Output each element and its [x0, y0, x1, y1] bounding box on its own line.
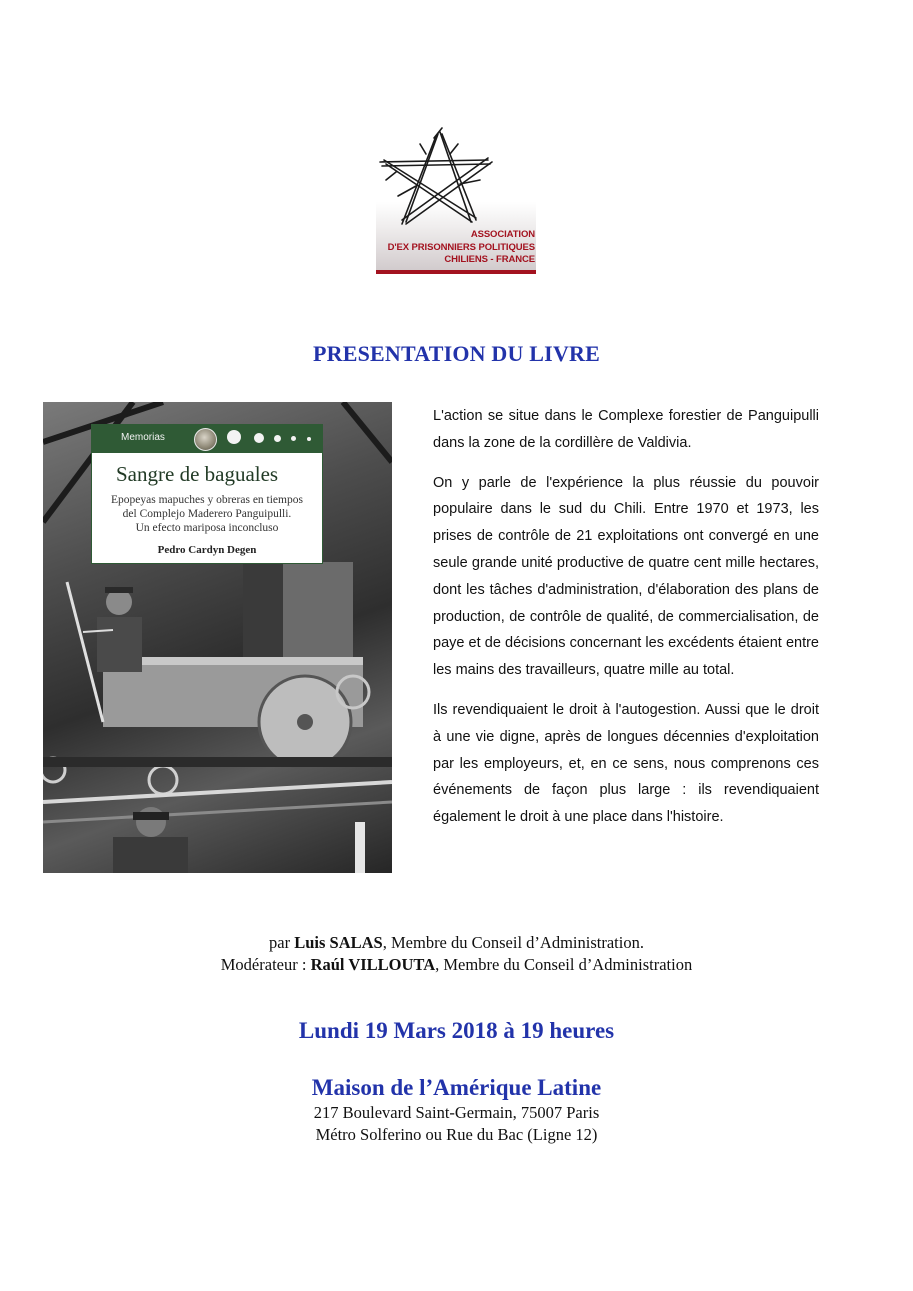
book-description	[433, 403, 819, 844]
moderator-line	[0, 954, 913, 976]
logo-line-2: D'EX PRISONNIERS POLITIQUES	[387, 241, 535, 253]
series-label: Memorias	[121, 432, 165, 443]
series-emblem-icon	[194, 428, 217, 451]
presenter-name: Luis SALAS	[294, 933, 383, 952]
logo-bottom-bar	[376, 270, 536, 274]
logo-line-3: CHILIENS - FRANCE	[444, 254, 535, 265]
paragraph: On y parle de l'expérience la plus réussie du pouvoir populaire dans le sud du Chili. Entre 1970 et 1973, les prises de contrôle de 21 exploitations ont convergé en une seule grande unité productive de quatre cent mille hectares, dont les tâches d'administration, d'élaboration des plans de production, de contrôle de qualité, de commercialisation, de paye et de décisions concernant les excédents étaient entre les mains des travailleurs, quatre mille au total.	[433, 474, 819, 679]
book-subtitle-line: Un efecto mariposa inconcluso	[135, 522, 279, 534]
presenter-prefix: par	[269, 933, 295, 952]
presenter-role: , Membre du Conseil d’Administration.	[382, 933, 644, 952]
venue-name: Maison de l’Amérique Latine	[311, 1075, 602, 1100]
page-title: PRESENTATION DU LIVRE	[313, 341, 600, 366]
dot-icon	[291, 436, 296, 441]
event-date: Lundi 19 Mars 2018 à 19 heures	[298, 1018, 615, 1043]
paragraph: Ils revendiquaient le droit à l'autogestion. Aussi que le droit à une vie digne, après de longues décennies d'exploitation par les employeurs, et, en ce sens, nous comprenons ces événements de façon plus large : ils revendiquaient également le droit à une place dans l'histoire.	[433, 701, 819, 826]
star-branches-icon	[376, 114, 536, 234]
moderator-name: Raúl VILLOUTA	[310, 955, 436, 974]
speakers-block	[0, 932, 913, 976]
presenter-line	[0, 932, 913, 954]
book-author: Pedro Cardyn Degen	[157, 544, 257, 556]
logo-line-1: ASSOCIATION	[470, 229, 535, 240]
book-subtitle	[92, 493, 322, 535]
moderator-role: , Membre du Conseil d’Administration	[435, 955, 693, 974]
paragraph: L'action se situe dans le Complexe forestier de Panguipulli dans la zone de la cordillère de Valdivia.	[433, 408, 819, 451]
logo-text	[388, 229, 535, 267]
association-logo	[376, 114, 536, 274]
book-title-panel	[91, 452, 323, 564]
book-subtitle-line: Epopeyas mapuches y obreras en tiempos	[111, 494, 303, 506]
book-cover-image	[43, 402, 392, 873]
book-subtitle-line: del Complejo Maderero Panguipulli.	[122, 508, 292, 520]
dot-icon	[227, 430, 241, 444]
venue-transport: Métro Solferino ou Rue du Bac (Ligne 12)	[315, 1125, 598, 1144]
dot-icon	[274, 435, 281, 442]
dot-icon	[254, 433, 264, 443]
venue-address: 217 Boulevard Saint-Germain, 75007 Paris	[313, 1103, 600, 1122]
series-banner	[91, 424, 323, 452]
moderator-prefix: Modérateur :	[220, 955, 311, 974]
dot-icon	[307, 437, 311, 441]
book-title: Sangre de baguales	[116, 462, 279, 486]
